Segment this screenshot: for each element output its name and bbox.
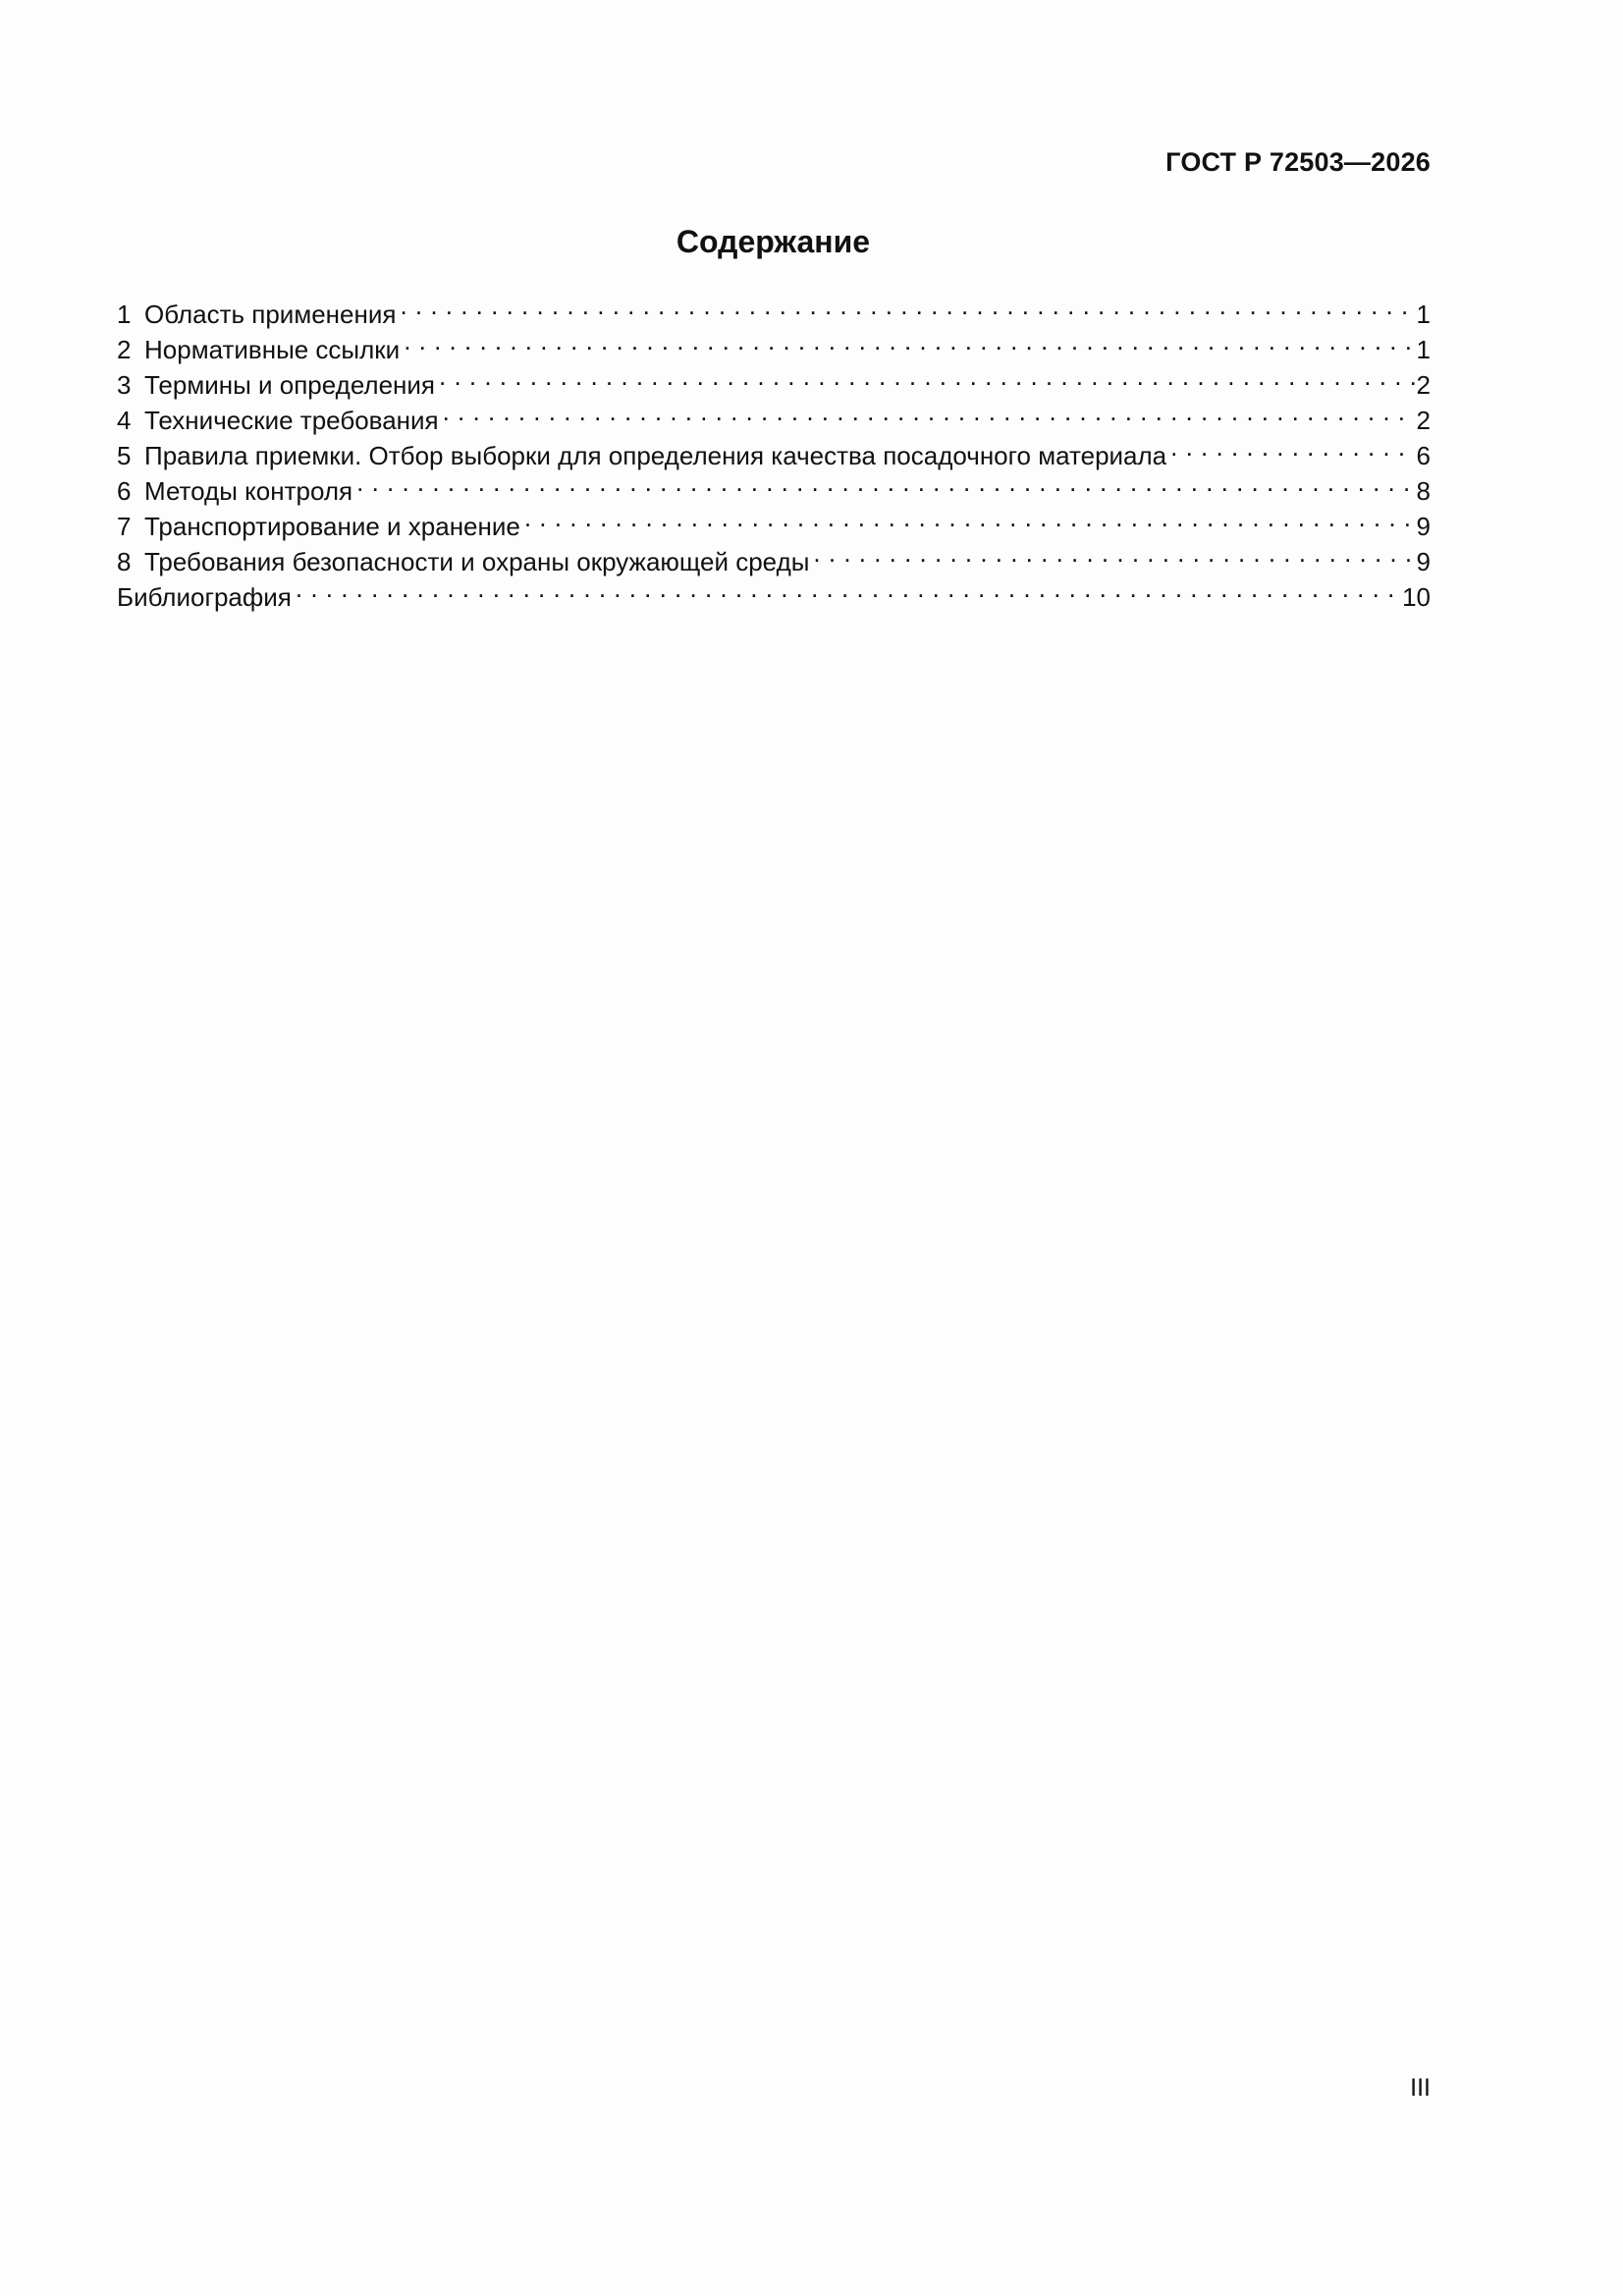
toc-entry-label: Область применения: [144, 300, 397, 329]
toc-entry-label: Библиография: [117, 582, 292, 612]
toc-entry-number: 1: [117, 300, 132, 329]
toc-dot-leader: [404, 323, 1414, 358]
toc-dot-leader: [296, 571, 1400, 606]
toc-entry-label: Правила приемки. Отбор выборки для определения качества посадочного материала: [144, 441, 1167, 470]
toc-entry-label: Технические требования: [144, 406, 439, 435]
table-of-contents: [117, 288, 1431, 612]
toc-entry-bibliography[interactable]: [117, 571, 1431, 612]
toc-entry-page: 2: [1416, 370, 1431, 400]
toc-entry-number: 2: [117, 335, 132, 364]
toc-entry-page: 1: [1416, 335, 1431, 364]
toc-entry-number: 4: [117, 406, 132, 435]
toc-entry-scope[interactable]: [117, 288, 1431, 329]
toc-entry-label: Требования безопасности и охраны окружающей среды: [144, 547, 810, 576]
toc-entry-page: 9: [1416, 512, 1431, 541]
toc-entry-page: 9: [1416, 547, 1431, 576]
toc-dot-leader: [443, 394, 1415, 429]
toc-entry-number: 5: [117, 441, 132, 470]
toc-dot-leader: [1170, 429, 1414, 465]
toc-entry-page: 1: [1416, 300, 1431, 329]
toc-dot-leader: [400, 288, 1414, 323]
toc-entry-number: 7: [117, 512, 132, 541]
toc-entry-page: 6: [1416, 441, 1431, 470]
toc-entry-number: 6: [117, 476, 132, 506]
toc-entry-label: Термины и определения: [144, 370, 436, 400]
toc-dot-leader: [524, 500, 1415, 535]
toc-entry-page: 2: [1416, 406, 1431, 435]
toc-entry-number: 3: [117, 370, 132, 400]
toc-title: Содержание: [676, 224, 871, 259]
toc-entry-label: Транспортирование и хранение: [144, 512, 520, 541]
toc-entry-label: Нормативные ссылки: [144, 335, 401, 364]
toc-entry-label: Методы контроля: [144, 476, 353, 506]
page-number: III: [1410, 2074, 1431, 2102]
toc-entry-page: 10: [1402, 582, 1431, 612]
toc-dot-leader: [813, 535, 1414, 571]
toc-dot-leader: [439, 358, 1415, 394]
document-code: ГОСТ Р 72503—2026: [1165, 147, 1431, 177]
toc-entry-page: 8: [1416, 476, 1431, 506]
toc-dot-leader: [356, 465, 1414, 500]
toc-entry-number: 8: [117, 547, 132, 576]
